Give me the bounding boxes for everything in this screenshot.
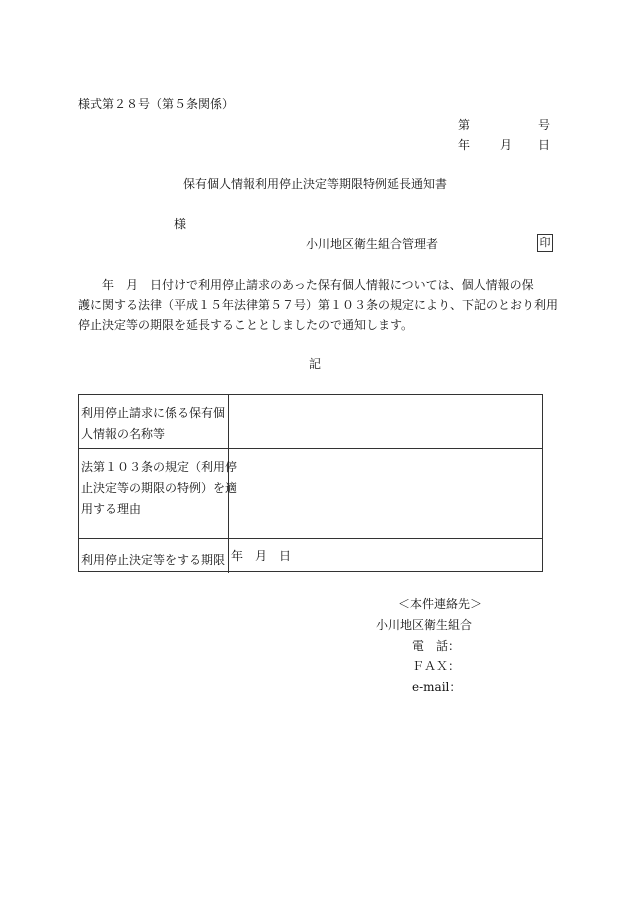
date-day: 日 — [537, 138, 550, 152]
contact-tel-label: 電 話： — [412, 639, 461, 653]
document-number-prefix: 第 — [458, 118, 471, 132]
contact-fax-label: ＦＡＸ： — [412, 659, 461, 673]
body-line: 護に関する法律（平成１５年法律第５７号）第１０３条の規定により、下記のとおり利用 — [78, 298, 559, 312]
table-row — [79, 449, 542, 539]
sender-name: 小川地区衛生組合管理者 — [306, 237, 439, 251]
document-title: 保有個人情報利用停止決定等期限特例延長通知書 — [182, 177, 447, 191]
table-row-value — [229, 395, 542, 448]
table-row-value — [229, 449, 542, 538]
table-row-value: 年 月 日 — [231, 549, 292, 563]
date-month: 月 — [500, 138, 513, 152]
ki-heading: 記 — [308, 357, 321, 371]
details-table — [78, 394, 543, 572]
date-year: 年 — [458, 138, 471, 152]
contact-email-label: e-mail： — [412, 680, 462, 694]
table-row — [79, 395, 542, 449]
table-row-label: 利用停止決定等をする期限 — [79, 539, 229, 573]
seal-mark: 印 — [537, 234, 553, 252]
notice-body — [78, 275, 559, 335]
contact-heading: ＜本件連絡先＞ — [398, 597, 483, 611]
table-row — [79, 539, 542, 573]
form-number: 様式第２８号（第５条関係） — [78, 97, 235, 111]
body-line: 停止決定等の期限を延長することとしましたので通知します。 — [78, 318, 414, 332]
table-row-label: 法第１０３条の規定（利用停 止決定等の期限の特例）を適 用する理由 — [79, 449, 229, 538]
table-row-label: 利用停止請求に係る保有個 人情報の名称等 — [79, 395, 229, 448]
document-number-suffix: 号 — [537, 118, 550, 132]
addressee: 様 — [174, 217, 187, 231]
body-line: 年 月 日付けで利用停止請求のあった保有個人情報については、個人情報の保 — [78, 278, 534, 292]
contact-organization: 小川地区衛生組合 — [376, 618, 473, 632]
